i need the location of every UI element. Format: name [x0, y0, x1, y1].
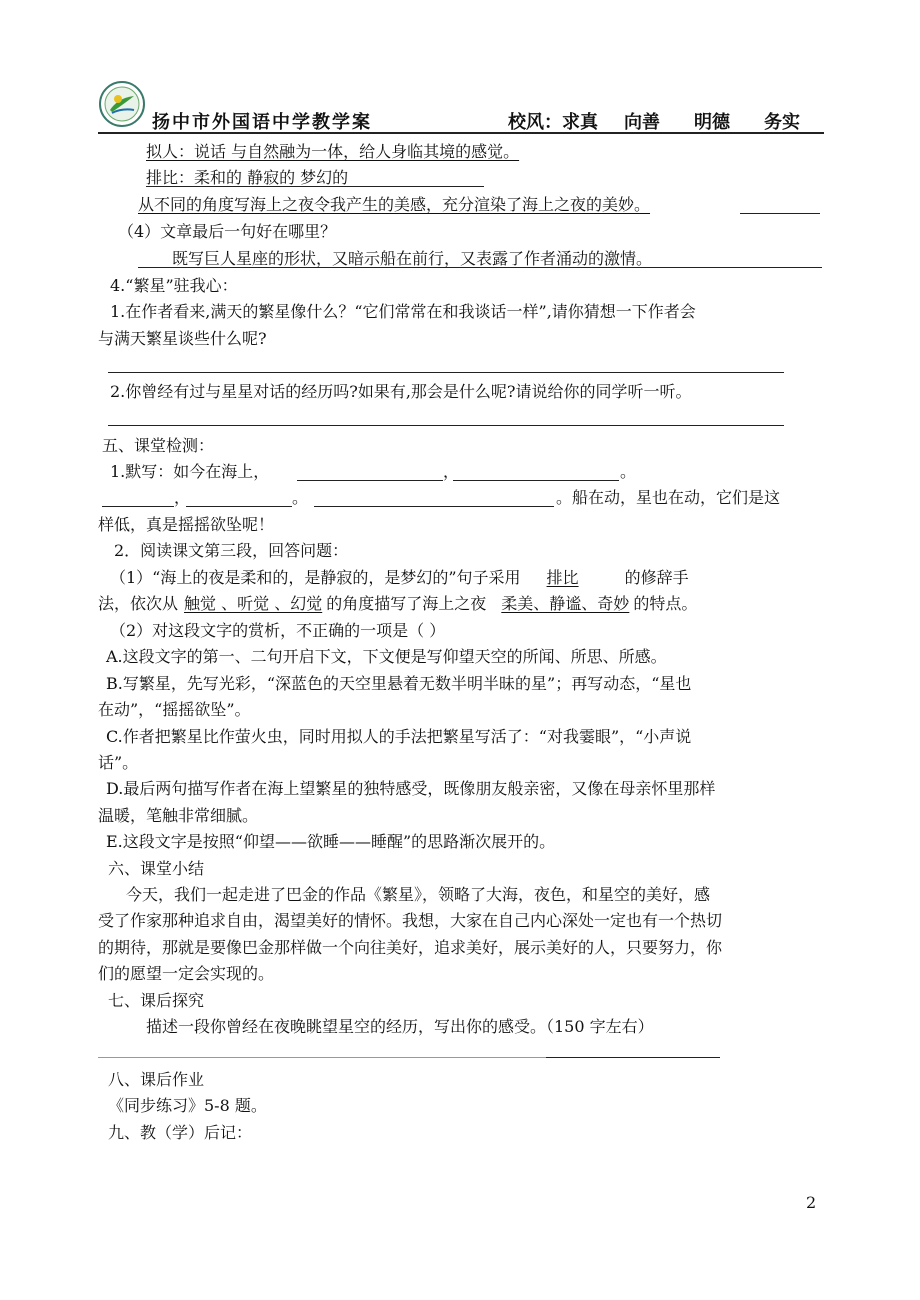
answer-text: 触觉 、听觉 、幻觉 — [184, 594, 323, 613]
fill-blank — [297, 480, 443, 481]
body-line: 《同步练习》5-8 题。 — [108, 1096, 267, 1115]
option-line: 温暖，笔触非常细腻。 — [98, 806, 259, 825]
body-line: 的期待，那就是要像巴金那样做一个向往美好，追求美好，展示美好的人，只要努力，你 — [98, 938, 723, 957]
blank-line — [546, 1057, 720, 1058]
school-name: 扬中市外国语中学教学案 — [152, 112, 372, 133]
page-number: 2 — [806, 1193, 817, 1212]
motto-item: 向善 — [624, 112, 660, 133]
section-heading: 八、课后作业 — [108, 1070, 205, 1089]
question-line: 与满天繁星谈些什么呢? — [98, 329, 267, 348]
motto-item: 求真 — [562, 112, 598, 133]
question-line — [98, 594, 697, 614]
section-heading: 4.“繁星”驻我心： — [110, 276, 238, 295]
answer-underline — [146, 186, 484, 187]
option-line: 在动”，“摇摇欲坠”。 — [98, 700, 251, 719]
question-text: 的修辞手 — [624, 568, 689, 587]
body-line: 们的愿望一定会实现的。 — [98, 964, 275, 983]
question-line — [110, 568, 689, 588]
question-line: （2）对这段文字的赏析，不正确的一项是（ ） — [110, 621, 446, 640]
question-text: 法，依次从 — [98, 594, 179, 613]
blank-line — [108, 372, 784, 373]
option-line: D.最后两句描写作者在海上望繁星的独特感受，既像朋友般亲密，又像在母亲怀里那样 — [106, 779, 716, 798]
school-logo-icon — [98, 80, 146, 128]
question-text: （1）“海上的夜是柔和的，是静寂的，是梦幻的”句子采用 — [110, 568, 521, 587]
header-rule — [98, 132, 824, 134]
fill-blank-text: 。 — [292, 488, 309, 507]
answer-text: 柔美、静谧、奇妙 — [501, 594, 630, 613]
section-heading: 九、教（学）后记： — [108, 1123, 253, 1142]
question-line: 2．阅读课文第三段，回答问题： — [114, 541, 349, 560]
body-line: 描述一段你曾经在夜晚眺望星空的经历，写出你的感受。（150 字左右） — [146, 1017, 654, 1036]
fill-blank-line — [110, 462, 269, 482]
question-text: 的特点。 — [633, 594, 698, 613]
answer-text: 排比 — [546, 568, 579, 587]
fill-blank — [453, 480, 619, 481]
question-line: 1.在作者看来,满天的繁星像什么？“它们常常在和我谈话一样”,请你猜想一下作者会 — [110, 302, 696, 321]
body-line: 样低，真是摇摇欲坠呢！ — [98, 515, 275, 534]
motto-label: 校风： — [508, 112, 562, 133]
section-heading: 六、课堂小结 — [108, 859, 205, 878]
fill-blank-text: ， — [174, 488, 191, 507]
blank-line — [98, 1057, 546, 1058]
blank-line — [108, 425, 784, 426]
body-line: 受了作家那种追求自由，渴望美好的情怀。我想，大家在自己内心深处一定也有一个热切 — [98, 911, 723, 930]
motto-item: 务实 — [764, 112, 800, 133]
answer-underline — [740, 213, 820, 214]
fill-blank — [314, 506, 554, 507]
answer-line: 拟人：说话 与自然融为一体，给人身临其境的感觉。 — [146, 142, 520, 161]
body-line: 今天，我们一起走进了巴金的作品《繁星》，领略了大海，夜色，和星空的美好，感 — [126, 885, 711, 904]
option-line: E.这段文字是按照“仰望——欲睡——睡醒”的思路渐次展开的。 — [106, 832, 556, 851]
answer-line: 从不同的角度写海上之夜令我产生的美感，充分渲染了海上之夜的美妙。 — [138, 195, 651, 214]
fill-blank-text: 。 — [620, 462, 637, 481]
school-motto — [508, 108, 800, 134]
option-line: A.这段文字的第一、二句开启下文，下文便是写仰望天空的所闻、所思、所感。 — [106, 647, 667, 666]
answer-line: 排比：柔和的 静寂的 梦幻的 — [146, 168, 349, 187]
option-line: B.写繁星，先写光彩，“深蓝色的天空里悬着无数半明半昧的星”；再写动态，“星也 — [106, 674, 692, 693]
fill-blank — [102, 506, 174, 507]
fill-blank-text: 1.默写：如今在海上， — [110, 462, 270, 481]
section-heading: 五、课堂检测： — [102, 436, 215, 455]
option-line: 话”。 — [98, 753, 139, 772]
motto-item: 明德 — [694, 112, 730, 133]
fill-blank — [186, 506, 292, 507]
section-heading: 七、课后探究 — [108, 991, 205, 1010]
answer-underline — [138, 267, 822, 268]
fill-blank-text: 。船在动，星也在动，它们是这 — [556, 488, 781, 507]
question-line: 2.你曾经有过与星星对话的经历吗?如果有,那会是什么呢?请说给你的同学听一听。 — [110, 382, 692, 401]
question-text: 的角度描写了海上之夜 — [326, 594, 492, 613]
option-line: C.作者把繁星比作萤火虫，同时用拟人的手法把繁星写活了：“对我霎眼”，“小声说 — [106, 727, 692, 746]
question-line: （4）文章最后一句好在哪里？ — [118, 222, 337, 241]
fill-blank-text: ， — [443, 462, 460, 481]
answer-line: 既写巨人星座的形状，又暗示船在前行，又表露了作者涌动的激情。 — [172, 249, 653, 268]
